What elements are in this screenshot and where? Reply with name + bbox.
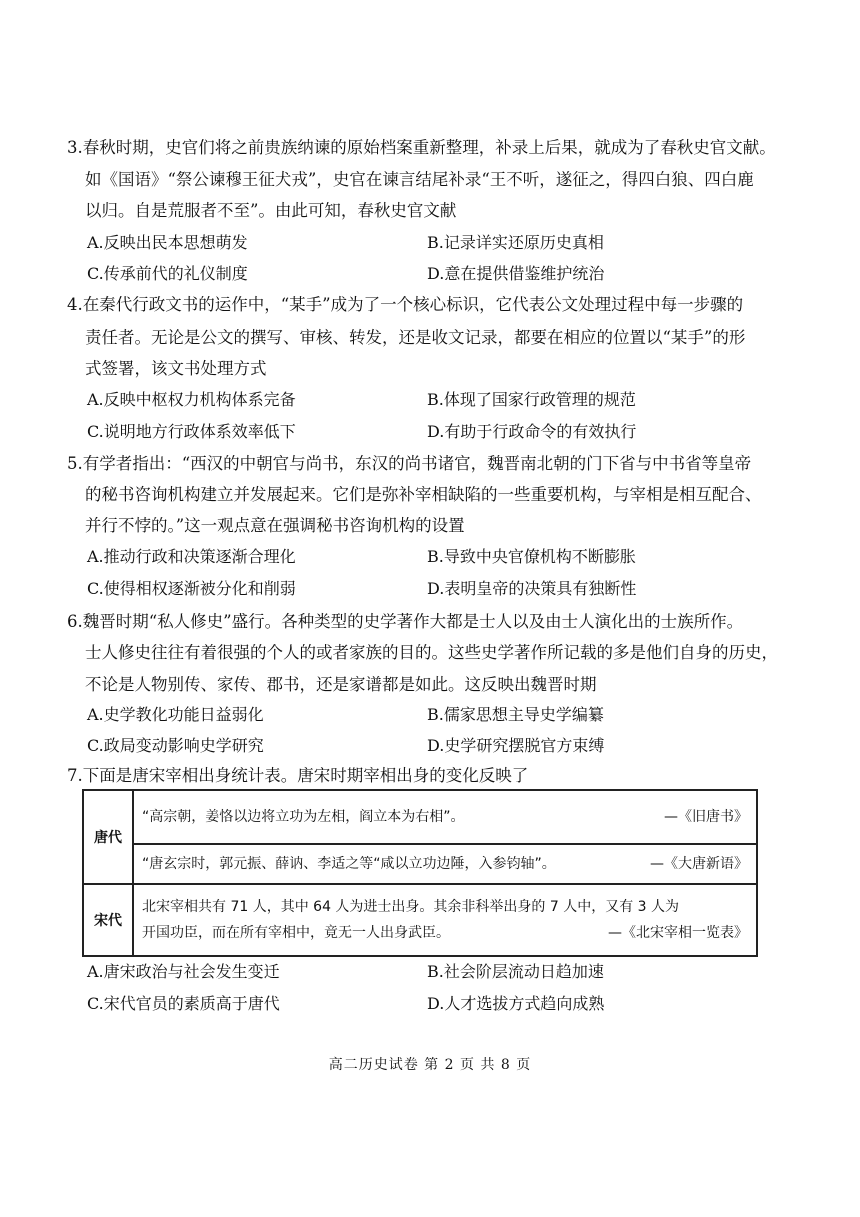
question-7-option-c: C.宋代官员的素质高于唐代 — [87, 994, 280, 1013]
question-4-option-d: D.有助于行政命令的有效执行 — [427, 422, 637, 441]
table-cell-tang-1 — [133, 790, 757, 844]
table-cell-song — [133, 884, 757, 956]
table-label-song: 宋代 — [83, 884, 133, 956]
page-footer: 高二历史试卷 第 2 页 共 8 页 — [328, 1057, 532, 1073]
question-5-option-d: D.表明皇帝的决策具有独断性 — [427, 579, 637, 598]
song-text-line-2: 开国功臣，而在所有宰相中，竟无一人出身武臣。 — [142, 925, 450, 941]
question-7-stem: 7.下面是唐宋宰相出身统计表。唐宋时期宰相出身的变化反映了 — [67, 766, 529, 785]
question-3-option-c: C.传承前代的礼仪制度 — [87, 264, 248, 283]
question-6-option-a: A.史学教化功能日益弱化 — [87, 705, 264, 724]
tang-quote-1: “高宗朝，姜恪以边将立功为左相，阎立本为右相”。 — [142, 809, 465, 825]
song-text-line-1: 北宋宰相共有 71 人，其中 64 人为进士出身。其余非科举出身的 7 人中，又有 3 人为 — [142, 899, 680, 915]
source-table — [82, 789, 758, 957]
question-4-option-a: A.反映中枢权力机构体系完备 — [87, 390, 296, 409]
question-3-stem-line-1: 3.春秋时期，史官们将之前贵族纳谏的原始档案重新整理，补录上后果，就成为了春秋史官文献。 — [67, 138, 776, 157]
question-7-option-a: A.唐宋政治与社会发生变迁 — [87, 962, 280, 981]
question-6-stem-line-3: 不论是人物别传、家传、郡书，还是家谱都是如此。这反映出魏晋时期 — [85, 675, 597, 694]
question-7-option-b: B.社会阶层流动日趋加速 — [427, 962, 604, 981]
question-5-option-c: C.使得相权逐渐被分化和削弱 — [87, 579, 296, 598]
question-4-stem-line-1: 4.在秦代行政文书的运作中，“某手”成为了一个核心标识，它代表公文处理过程中每一步骤的 — [67, 295, 744, 314]
question-4-stem-line-3: 式签署，该文书处理方式 — [85, 359, 267, 378]
question-6-stem-line-1: 6.魏晋时期“私人修史”盛行。各种类型的史学著作大都是士人以及由士人演化出的士族所作。 — [67, 612, 744, 631]
question-4-stem-line-2: 责任者。无论是公文的撰写、审核、转发，还是收文记录，都要在相应的位置以“某手”的形 — [85, 328, 746, 347]
question-3-option-a: A.反映出民本思想萌发 — [87, 233, 248, 252]
question-7-option-d: D.人才选拔方式趋向成熟 — [427, 994, 605, 1013]
question-6-stem-line-2: 士人修史往往有着很强的个人的或者家族的目的。这些史学著作所记载的多是他们自身的历史， — [85, 643, 778, 662]
question-3-stem-line-3: 以归。自是荒服者不至”。由此可知，春秋史官文献 — [85, 201, 457, 220]
table-cell-tang-2 — [133, 844, 757, 884]
question-6-option-b: B.儒家思想主导史学编纂 — [427, 705, 604, 724]
tang-quote-2: “唐玄宗时，郭元振、薛讷、李适之等“咸以立功边陲，入参钧轴”。 — [142, 856, 556, 872]
question-3-option-d: D.意在提供借鉴维护统治 — [427, 264, 605, 283]
song-citation: —《北宋宰相一览表》 — [608, 925, 748, 941]
tang-citation-1: —《旧唐书》 — [664, 809, 748, 825]
question-5-stem-line-1: 5.有学者指出：“西汉的中朝官与尚书，东汉的尚书诸官，魏晋南北朝的门下省与中书省等皇帝 — [67, 454, 752, 473]
question-6-option-c: C.政局变动影响史学研究 — [87, 736, 264, 755]
table-label-tang: 唐代 — [83, 790, 133, 884]
question-5-option-b: B.导致中央官僚机构不断膨胀 — [427, 547, 636, 566]
question-6-option-d: D.史学研究摆脱官方束缚 — [427, 736, 605, 755]
tang-citation-2: —《大唐新语》 — [650, 856, 748, 872]
question-5-stem-line-2: 的秘书咨询机构建立并发展起来。它们是弥补宰相缺陷的一些重要机构，与宰相是相互配合、 — [85, 485, 762, 504]
question-5-stem-line-3: 并行不悖的。”这一观点意在强调秘书咨询机构的设置 — [85, 516, 465, 535]
question-3-stem-line-2: 如《国语》“祭公谏穆王征犬戎”，史官在谏言结尾补录“王不听，遂征之，得四白狼、四白鹿 — [85, 170, 754, 189]
question-4-option-b: B.体现了国家行政管理的规范 — [427, 390, 636, 409]
question-5-option-a: A.推动行政和决策逐渐合理化 — [87, 547, 296, 566]
question-4-option-c: C.说明地方行政体系效率低下 — [87, 422, 296, 441]
question-3-option-b: B.记录详实还原历史真相 — [427, 233, 604, 252]
